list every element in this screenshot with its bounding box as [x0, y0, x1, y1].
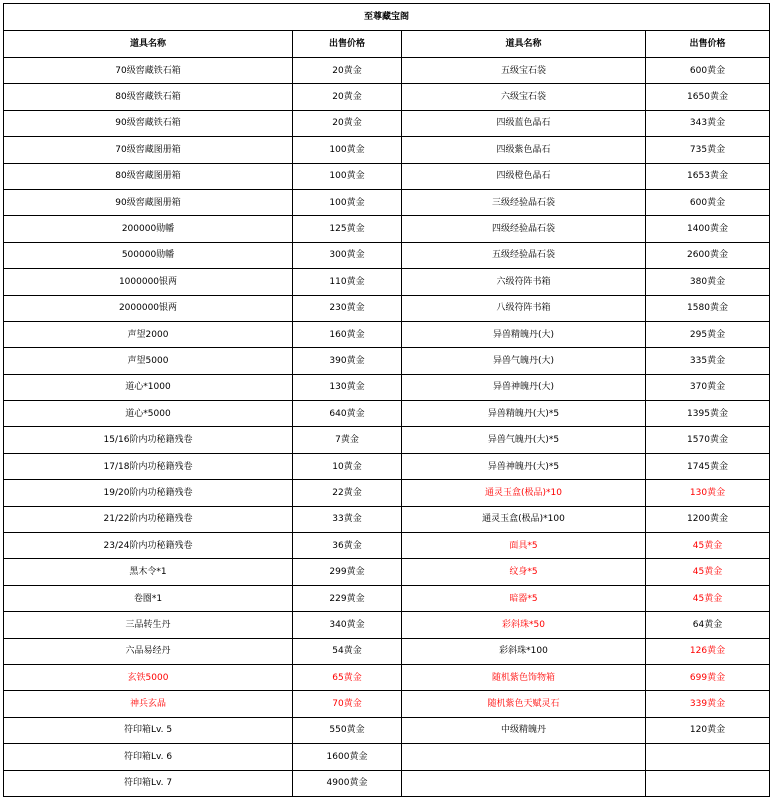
- left-item-price: 20黄金: [293, 110, 402, 136]
- table-row: [4, 427, 770, 453]
- right-item-name: 异兽气魄丹(大)*5: [402, 427, 646, 453]
- left-item-name: 70级窖藏图册箱: [4, 137, 293, 163]
- table-row: [4, 585, 770, 611]
- right-item-name: 异兽精魄丹(大): [402, 321, 646, 347]
- right-item-price: 735黄金: [646, 137, 770, 163]
- right-item-price: 339黄金: [646, 691, 770, 717]
- right-item-name: 四级经验晶石袋: [402, 216, 646, 242]
- header-item-name-right: 道具名称: [402, 31, 646, 58]
- table-row: [4, 216, 770, 242]
- right-item-name: 八级符阵书箱: [402, 295, 646, 321]
- left-item-price: 65黄金: [293, 664, 402, 690]
- left-item-name: 玄铁5000: [4, 664, 293, 690]
- right-item-price: 45黄金: [646, 559, 770, 585]
- header-price-left: 出售价格: [293, 31, 402, 58]
- left-item-price: 100黄金: [293, 163, 402, 189]
- left-item-price: 100黄金: [293, 137, 402, 163]
- left-item-price: 299黄金: [293, 559, 402, 585]
- right-item-name: 异兽神魄丹(大)*5: [402, 453, 646, 479]
- right-item-price: 1200黄金: [646, 506, 770, 532]
- table-row: [4, 664, 770, 690]
- left-item-price: 229黄金: [293, 585, 402, 611]
- table-row: [4, 744, 770, 770]
- left-item-price: 1600黄金: [293, 744, 402, 770]
- title-row: [4, 4, 770, 31]
- left-item-price: 550黄金: [293, 717, 402, 743]
- table-row: [4, 84, 770, 110]
- right-item-price: 45黄金: [646, 585, 770, 611]
- right-item-price: 335黄金: [646, 348, 770, 374]
- left-item-name: 90级窖藏图册箱: [4, 189, 293, 215]
- left-item-name: 三品转生丹: [4, 612, 293, 638]
- left-item-name: 符印箱Lv. 6: [4, 744, 293, 770]
- left-item-price: 70黄金: [293, 691, 402, 717]
- right-item-name: 异兽精魄丹(大)*5: [402, 401, 646, 427]
- right-item-name: 通灵玉盒(极品)*100: [402, 506, 646, 532]
- right-item-price: 600黄金: [646, 189, 770, 215]
- left-item-name: 声望2000: [4, 321, 293, 347]
- right-item-name: 六级宝石袋: [402, 84, 646, 110]
- right-item-price: 343黄金: [646, 110, 770, 136]
- left-item-price: 640黄金: [293, 401, 402, 427]
- right-item-name: 四级蓝色晶石: [402, 110, 646, 136]
- table-row: [4, 58, 770, 84]
- right-item-price: 370黄金: [646, 374, 770, 400]
- right-item-name: [402, 744, 646, 770]
- table-row: [4, 137, 770, 163]
- right-item-name: 暗器*5: [402, 585, 646, 611]
- left-item-price: 300黄金: [293, 242, 402, 268]
- left-item-name: 17/18阶内功秘籍残卷: [4, 453, 293, 479]
- right-item-price: 380黄金: [646, 269, 770, 295]
- right-item-price: 130黄金: [646, 480, 770, 506]
- right-item-name: 六级符阵书箱: [402, 269, 646, 295]
- left-item-name: 神兵玄晶: [4, 691, 293, 717]
- left-item-price: 20黄金: [293, 58, 402, 84]
- left-item-price: 10黄金: [293, 453, 402, 479]
- left-item-name: 2000000银两: [4, 295, 293, 321]
- table-row: [4, 533, 770, 559]
- left-item-price: 125黄金: [293, 216, 402, 242]
- left-item-name: 80级窖藏图册箱: [4, 163, 293, 189]
- right-item-name: 纹身*5: [402, 559, 646, 585]
- right-item-price: 699黄金: [646, 664, 770, 690]
- table-row: [4, 401, 770, 427]
- right-item-price: 2600黄金: [646, 242, 770, 268]
- left-item-name: 卷圈*1: [4, 585, 293, 611]
- table-row: [4, 453, 770, 479]
- table-row: [4, 691, 770, 717]
- left-item-price: 7黄金: [293, 427, 402, 453]
- left-item-price: 160黄金: [293, 321, 402, 347]
- table-row: [4, 242, 770, 268]
- right-item-price: 126黄金: [646, 638, 770, 664]
- left-item-name: 90级窖藏铁石箱: [4, 110, 293, 136]
- left-item-price: 22黄金: [293, 480, 402, 506]
- right-item-name: 五级宝石袋: [402, 58, 646, 84]
- table-row: [4, 559, 770, 585]
- right-item-name: 彩斜珠*50: [402, 612, 646, 638]
- left-item-price: 110黄金: [293, 269, 402, 295]
- right-item-price: [646, 744, 770, 770]
- left-item-name: 道心*5000: [4, 401, 293, 427]
- table-row: [4, 110, 770, 136]
- left-item-price: 36黄金: [293, 533, 402, 559]
- right-item-name: 中级精魄丹: [402, 717, 646, 743]
- left-item-name: 符印箱Lv. 7: [4, 770, 293, 796]
- table-row: [4, 506, 770, 532]
- table-row: [4, 295, 770, 321]
- table-row: [4, 717, 770, 743]
- left-item-name: 70级窖藏铁石箱: [4, 58, 293, 84]
- left-item-name: 道心*1000: [4, 374, 293, 400]
- right-item-name: 彩斜珠*100: [402, 638, 646, 664]
- left-item-name: 1000000银两: [4, 269, 293, 295]
- left-item-price: 100黄金: [293, 189, 402, 215]
- left-item-price: 4900黄金: [293, 770, 402, 796]
- table-row: [4, 374, 770, 400]
- right-item-price: 1570黄金: [646, 427, 770, 453]
- right-item-name: 三级经验晶石袋: [402, 189, 646, 215]
- left-item-name: 19/20阶内功秘籍残卷: [4, 480, 293, 506]
- left-item-price: 54黄金: [293, 638, 402, 664]
- left-item-name: 80级窖藏铁石箱: [4, 84, 293, 110]
- left-item-name: 六品易经丹: [4, 638, 293, 664]
- left-item-name: 200000勋幡: [4, 216, 293, 242]
- right-item-price: 64黄金: [646, 612, 770, 638]
- right-item-price: 1653黄金: [646, 163, 770, 189]
- table-row: [4, 638, 770, 664]
- left-item-price: 340黄金: [293, 612, 402, 638]
- left-item-name: 23/24阶内功秘籍残卷: [4, 533, 293, 559]
- right-item-price: 1650黄金: [646, 84, 770, 110]
- right-item-name: 通灵玉盒(极品)*10: [402, 480, 646, 506]
- left-item-name: 15/16阶内功秘籍残卷: [4, 427, 293, 453]
- table-row: [4, 770, 770, 796]
- right-item-name: 四级橙色晶石: [402, 163, 646, 189]
- left-item-price: 20黄金: [293, 84, 402, 110]
- right-item-price: 120黄金: [646, 717, 770, 743]
- header-item-name-left: 道具名称: [4, 31, 293, 58]
- right-item-name: 异兽神魄丹(大): [402, 374, 646, 400]
- table-title: 至尊藏宝阁: [4, 4, 770, 31]
- right-item-price: 45黄金: [646, 533, 770, 559]
- right-item-name: 随机紫色饰物箱: [402, 664, 646, 690]
- table-row: [4, 189, 770, 215]
- right-item-price: 1580黄金: [646, 295, 770, 321]
- table-row: [4, 348, 770, 374]
- right-item-price: [646, 770, 770, 796]
- left-item-name: 符印箱Lv. 5: [4, 717, 293, 743]
- right-item-name: 异兽气魄丹(大): [402, 348, 646, 374]
- right-item-price: 600黄金: [646, 58, 770, 84]
- right-item-price: 1400黄金: [646, 216, 770, 242]
- right-item-price: 295黄金: [646, 321, 770, 347]
- left-item-price: 33黄金: [293, 506, 402, 532]
- left-item-price: 390黄金: [293, 348, 402, 374]
- right-item-price: 1395黄金: [646, 401, 770, 427]
- left-item-name: 21/22阶内功秘籍残卷: [4, 506, 293, 532]
- right-item-name: 四级紫色晶石: [402, 137, 646, 163]
- left-item-price: 130黄金: [293, 374, 402, 400]
- right-item-name: 面具*5: [402, 533, 646, 559]
- table-row: [4, 321, 770, 347]
- table-row: [4, 163, 770, 189]
- header-price-right: 出售价格: [646, 31, 770, 58]
- price-table: [3, 3, 770, 797]
- left-item-name: 声望5000: [4, 348, 293, 374]
- right-item-name: [402, 770, 646, 796]
- left-item-name: 黑木令*1: [4, 559, 293, 585]
- left-item-name: 500000勋幡: [4, 242, 293, 268]
- header-row: [4, 31, 770, 58]
- table-row: [4, 269, 770, 295]
- table-row: [4, 612, 770, 638]
- right-item-name: 随机紫色天赋灵石: [402, 691, 646, 717]
- table-row: [4, 480, 770, 506]
- left-item-price: 230黄金: [293, 295, 402, 321]
- right-item-name: 五级经验晶石袋: [402, 242, 646, 268]
- right-item-price: 1745黄金: [646, 453, 770, 479]
